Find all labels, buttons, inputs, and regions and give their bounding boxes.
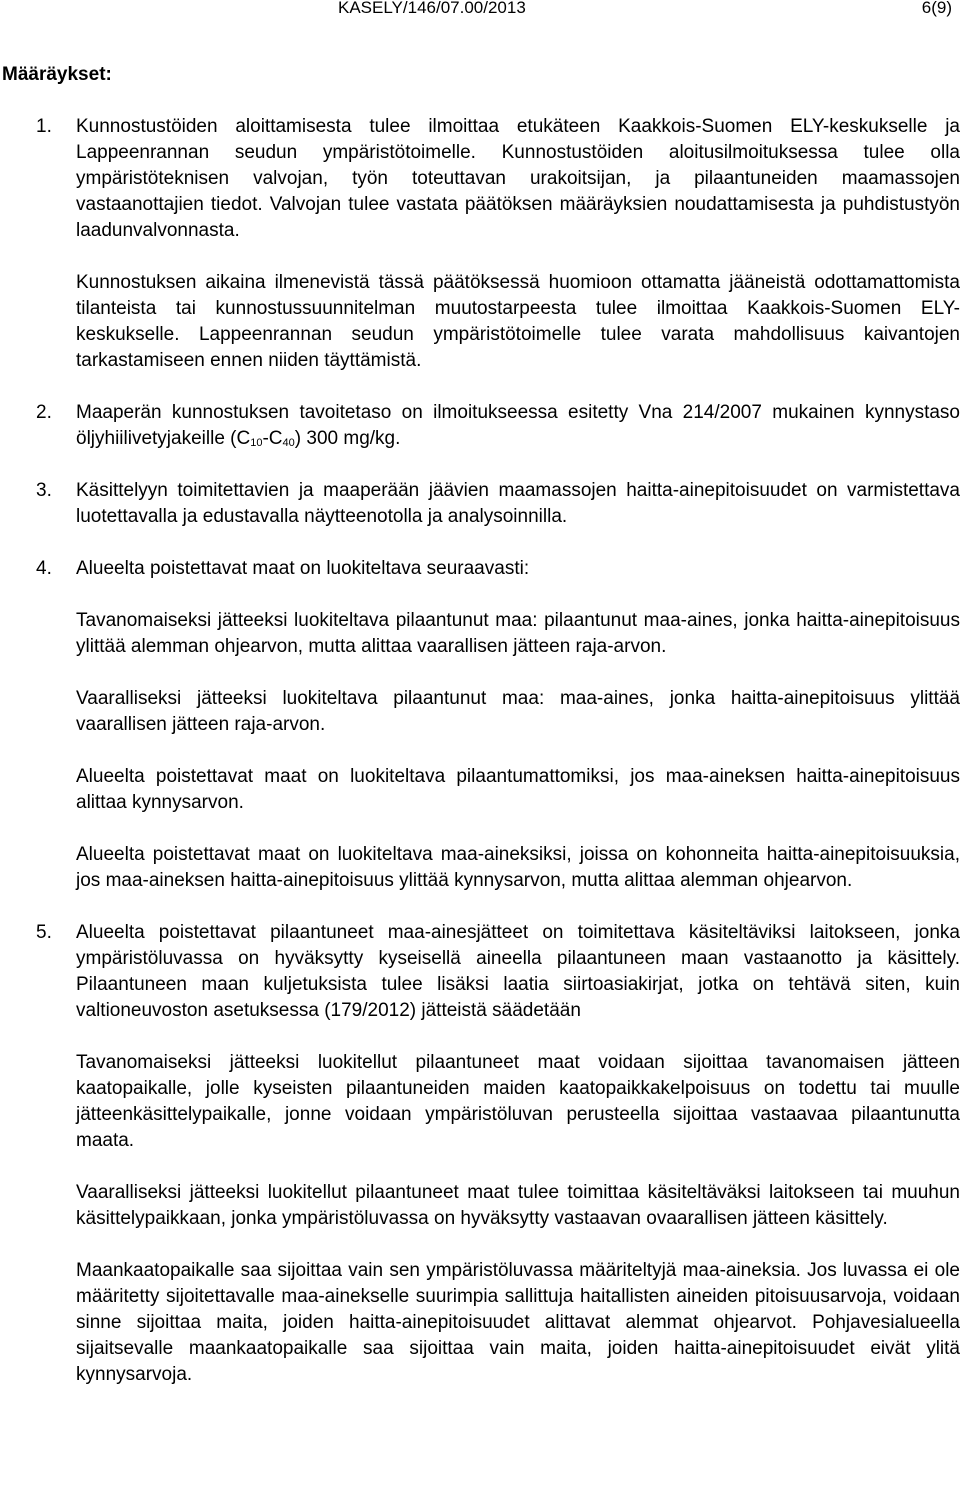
paragraph bbox=[76, 400, 960, 452]
item-number: 4. bbox=[36, 558, 52, 579]
paragraph-text: -C bbox=[262, 428, 283, 449]
subscript: 10 bbox=[250, 437, 263, 449]
document-id: KASELY/146/07.00/2013 bbox=[338, 0, 526, 17]
paragraph-text: ) 300 mg/kg. bbox=[294, 428, 401, 449]
list-item-4 bbox=[0, 556, 960, 894]
paragraph: Kunnostustöiden aloittamisesta tulee ilmoittaa etukäteen Kaakkois-Suomen ELY-keskukselle ja Lappeenrannan seudun ympäristötoimelle. Kunnostustöiden aloitusilmoituksessa tulee olla ympäristöteknisen valvojan, työn toteuttavan urakoitsijan, ja pilaantuneiden maamassojen vastaanottajien tiedot. Valvojan tulee vastata päätöksen määräyksien noudattamisesta ja puhdistustyön laadunvalvonnasta. bbox=[76, 116, 960, 241]
paragraph: Alueelta poistettavat maat on luokiteltava seuraavasti: bbox=[76, 558, 530, 579]
section-heading: Määräykset: bbox=[2, 64, 112, 85]
paragraph-text: Maaperän kunnostuksen tavoitetaso on ilmoitukseessa esitetty Vna 214/2007 mukainen kynnystaso öljyhiilivetyjakeille (C bbox=[76, 402, 960, 449]
paragraph: Kunnostuksen aikaina ilmenevistä tässä päätöksessä huomioon ottamatta jääneistä odottamattomista tilanteista tai kunnostussuunnitelman muutostarpeesta tulee ilmoittaa Kaakkois-Suomen ELY-keskukselle. Lappeenrannan seudun ympäristötoimelle tulee varata mahdollisuus kaivantojen tarkastamiseen ennen niiden täyttämistä. bbox=[76, 272, 960, 371]
item-number: 1. bbox=[36, 116, 52, 137]
paragraph: Alueelta poistettavat pilaantuneet maa-ainesjätteet on toimitettava käsiteltäviksi laitokseen, jonka ympäristöluvassa on hyväksytty kyseisellä aineella pilaantuneen maan vastaanotto ja käsittely. Pilaantuneen maan kuljetuksista tulee lisäksi laatia siirtoasiakirjat, jotka on tehtävä siten, kuin valtioneuvoston asetuksessa (179/2012) jätteistä säädetään bbox=[76, 922, 960, 1021]
list-item-3 bbox=[0, 478, 960, 530]
paragraph: Tavanomaiseksi jätteeksi luokitellut pilaantuneet maat voidaan sijoittaa tavanomaisen jätteen kaatopaikalle, jolle kyseisten pilaantuneiden maiden kaatopaikkakelpoisuus on todettu tai muulle jätteenkäsittelypaikalle, jonne voidaan ympäristöluvan perusteella sijoittaa vastaavaa pilaantunutta maata. bbox=[76, 1052, 960, 1151]
paragraph: Vaaralliseksi jätteeksi luokiteltava pilaantunut maa: maa-aines, jonka haitta-ainepitoisuus ylittää vaarallisen jätteen raja-arvon. bbox=[76, 688, 960, 735]
paragraph: Tavanomaiseksi jätteeksi luokiteltava pilaantunut maa: pilaantunut maa-aines, jonka haitta-ainepitoisuus ylittää alemman ohjearvon, mutta alittaa vaarallisen jätteen raja-arvon. bbox=[76, 610, 960, 657]
page-number: 6(9) bbox=[921, 0, 952, 17]
page-header bbox=[0, 0, 960, 22]
item-number: 5. bbox=[36, 922, 52, 943]
document-body bbox=[0, 114, 960, 1388]
paragraph: Alueelta poistettavat maat on luokiteltava maa-aineksiksi, joissa on kohonneita haitta-ainepitoisuuksia, jos maa-aineksen haitta-ainepitoisuus ylittää kynnysarvon, mutta alittaa alemman ohjearvon. bbox=[76, 844, 960, 891]
item-number: 3. bbox=[36, 480, 52, 501]
paragraph: Maankaatopaikalle saa sijoittaa vain sen ympäristöluvassa määriteltyjä maa-aineksia. Jos luvassa ei ole määritetty sijoitettavalle maa-ainekselle suurimpia sallittuja haitallisten aineiden pitoisuusarvoja, voidaan sinne sijoittaa maita, joiden haitta-ainepitoisuudet alittavat alemmat ohjearvot. Pohjavesialueella sijaitsevalle maankaatopaikalle saa sijoittaa vain maita, joiden haitta-ainepitoisuudet eivät ylitä kynnysarvoja. bbox=[76, 1260, 960, 1385]
paragraph: Alueelta poistettavat maat on luokiteltava pilaantumattomiksi, jos maa-aineksen haitta-ainepitoisuus alittaa kynnysarvon. bbox=[76, 766, 960, 813]
list-item-2 bbox=[0, 400, 960, 452]
paragraph: Käsittelyyn toimitettavien ja maaperään jäävien maamassojen haitta-ainepitoisuudet on varmistettava luotettavalla ja edustavalla näytteenotolla ja analysoinnilla. bbox=[76, 480, 960, 527]
paragraph: Vaaralliseksi jätteeksi luokitellut pilaantuneet maat tulee toimittaa käsiteltäväksi laitokseen tai muuhun käsittelypaikkaan, jonka ympäristöluvassa on hyväksytty vastaavan ovaarallisen jätteen käsittely. bbox=[76, 1182, 960, 1229]
list-item-5 bbox=[0, 920, 960, 1388]
list-item-1 bbox=[0, 114, 960, 374]
subscript: 40 bbox=[282, 437, 295, 449]
item-number: 2. bbox=[36, 402, 52, 423]
